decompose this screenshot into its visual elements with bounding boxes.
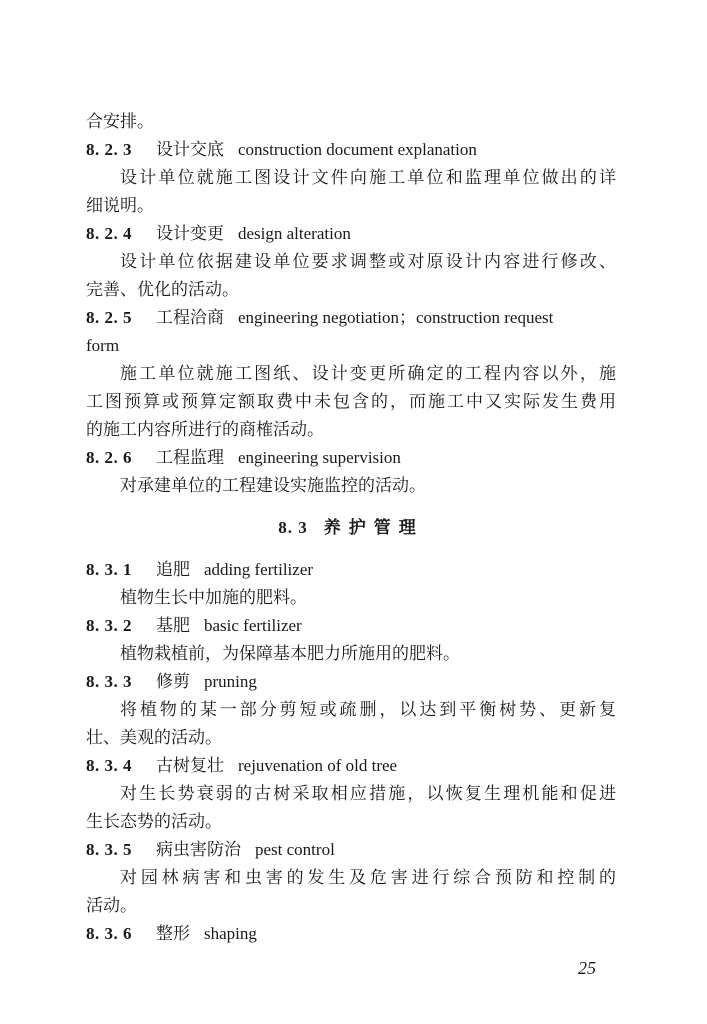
term-8-3-3: [86, 668, 616, 696]
term-description-line: 对生长势衰弱的古树采取相应措施，以恢复生理机能和促进: [120, 784, 616, 804]
page-number: 25: [578, 958, 596, 978]
term-english: pest control: [255, 840, 335, 859]
term-chinese: 整形: [156, 924, 190, 944]
term-english: engineering negotiation；construction request: [238, 308, 554, 327]
term-description-line: 对园林病害和虫害的发生及危害进行综合预防和控制的: [120, 868, 616, 888]
term-8-3-4: [86, 752, 616, 780]
term-description-line: 细说明。: [86, 196, 154, 216]
term-english: construction document explanation: [238, 140, 477, 159]
term-number: 8. 3. 1: [86, 560, 132, 579]
term-8-2-3: [86, 136, 616, 164]
section-number: 8. 3: [278, 518, 308, 537]
term-chinese: 设计交底: [156, 140, 224, 160]
term-description-line: 对承建单位的工程建设实施监控的活动。: [120, 476, 426, 496]
term-8-3-6: [86, 920, 616, 948]
term-chinese: 工程洽商: [156, 308, 224, 328]
term-number: 8. 3. 6: [86, 924, 132, 943]
term-description-line: 植物栽植前，为保障基本肥力所施用的肥料。: [120, 644, 460, 664]
term-description-line: 活动。: [86, 896, 137, 916]
term-number: 8. 3. 3: [86, 672, 132, 691]
term-8-3-5: [86, 836, 616, 864]
term-8-3-2: [86, 612, 616, 640]
term-english: basic fertilizer: [204, 616, 302, 635]
term-chinese: 古树复壮: [156, 756, 224, 776]
term-english: shaping: [204, 924, 257, 943]
term-number: 8. 2. 4: [86, 224, 132, 243]
term-description-line: 完善、优化的活动。: [86, 280, 239, 300]
term-8-2-6: [86, 444, 616, 472]
term-english: engineering supervision: [238, 448, 401, 467]
term-number: 8. 3. 5: [86, 840, 132, 859]
section-title: 养护管理: [323, 518, 424, 538]
term-8-2-5: [86, 304, 616, 332]
term-description-line: 设计单位依据建设单位要求调整或对原设计内容进行修改、: [120, 252, 616, 272]
term-english: adding fertilizer: [204, 560, 314, 579]
term-english: pruning: [204, 672, 257, 691]
term-8-2-4: [86, 220, 616, 248]
term-description-line: 生长态势的活动。: [86, 812, 222, 832]
term-chinese: 修剪: [156, 672, 190, 692]
term-english: rejuvenation of old tree: [238, 756, 398, 775]
section-heading: [86, 500, 616, 556]
term-chinese: 设计变更: [156, 224, 224, 244]
term-english: design alteration: [238, 224, 351, 243]
term-description-line: 设计单位就施工图设计文件向施工单位和监理单位做出的详: [120, 168, 616, 188]
term-number: 8. 3. 4: [86, 756, 132, 775]
term-chinese: 基肥: [156, 616, 190, 636]
term-number: 8. 2. 3: [86, 140, 132, 159]
term-description-line: 壮、美观的活动。: [86, 728, 222, 748]
term-description-line: 工图预算或预算定额取费中未包含的，而施工中又实际发生费用: [86, 392, 616, 412]
term-8-3-1: [86, 556, 616, 584]
term-number: 8. 3. 2: [86, 616, 132, 635]
term-description-line: 的施工内容所进行的商榷活动。: [86, 420, 324, 440]
term-number: 8. 2. 6: [86, 448, 132, 467]
term-description-line: 施工单位就施工图纸、设计变更所确定的工程内容以外，施: [120, 364, 616, 384]
document-body: [86, 108, 616, 948]
intro-line: 合安排。: [86, 112, 154, 132]
term-description-line: 将植物的某一部分剪短或疏删，以达到平衡树势、更新复: [120, 700, 616, 720]
term-chinese: 工程监理: [156, 448, 224, 468]
term-description-line: 植物生长中加施的肥料。: [120, 588, 307, 608]
term-chinese: 病虫害防治: [156, 840, 241, 860]
term-english-continued: form: [86, 336, 120, 355]
term-chinese: 追肥: [156, 560, 190, 580]
term-number: 8. 2. 5: [86, 308, 132, 327]
